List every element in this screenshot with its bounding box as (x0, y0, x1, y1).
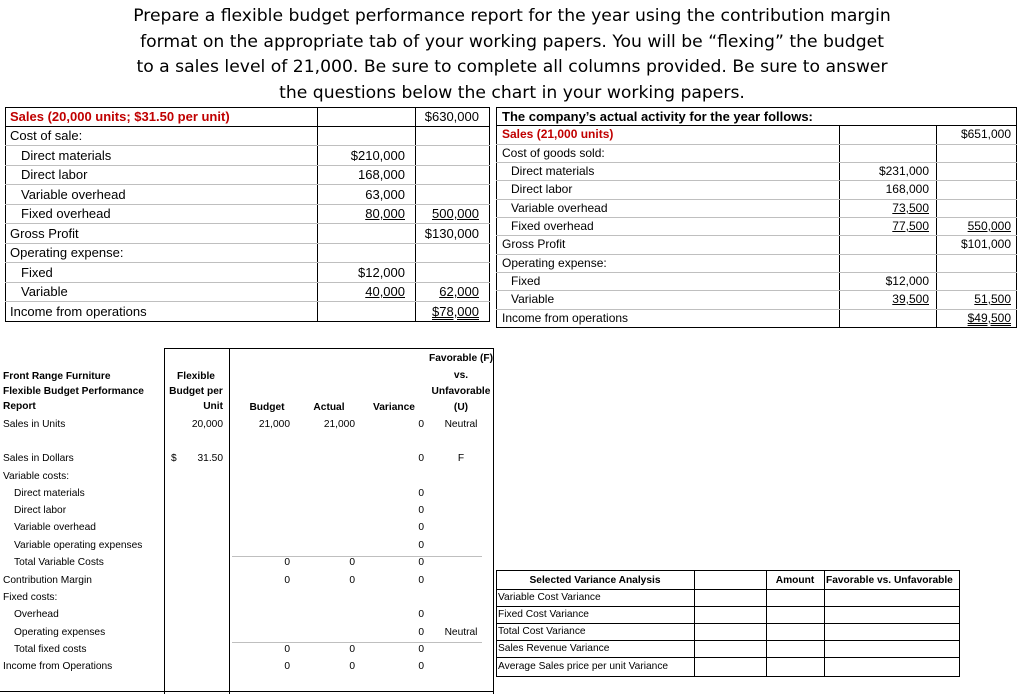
actual-income-label: Income from operations (502, 311, 629, 325)
actual-fixed-value: $12,000 (885, 274, 929, 288)
budget-gross-profit-value: $130,000 (424, 226, 479, 241)
col-fav-3: Unfavorable (431, 386, 491, 397)
overhead-variance: 0 (418, 609, 424, 620)
row-income-operations: Income from Operations (3, 661, 113, 672)
analysis-fav-header: Favorable vs. Unfavorable (826, 575, 953, 586)
budget-fixed-value: $12,000 (358, 265, 405, 280)
instructions-line-4: the questions below the chart in your working papers. (279, 82, 745, 103)
contribution-budget: 0 (284, 575, 290, 586)
budget-direct-labor-value: 168,000 (358, 167, 405, 182)
instructions-text (0, 4, 1024, 106)
actual-cogs-label: Cost of goods sold: (502, 146, 605, 160)
col-budget: Budget (249, 402, 285, 413)
analysis-row-variable-cost: Variable Cost Variance (498, 592, 601, 603)
total-variable-actual: 0 (349, 557, 355, 568)
actual-fixed-overhead-label: Fixed overhead (511, 219, 594, 233)
row-contribution-margin: Contribution Margin (3, 575, 92, 586)
total-fixed-actual: 0 (349, 644, 355, 655)
actual-fixed-overhead-value: 77,500 (892, 219, 929, 233)
analysis-row-sales-revenue: Sales Revenue Variance (498, 643, 610, 654)
income-variance: 0 (418, 661, 424, 672)
actual-sales-value: $651,000 (960, 127, 1011, 141)
sales-dollars-variance: 0 (418, 453, 424, 464)
total-fixed-variance: 0 (418, 644, 424, 655)
sales-units-actual: 21,000 (323, 419, 355, 430)
col-fav-4: (U) (453, 402, 469, 413)
total-variable-variance: 0 (418, 557, 424, 568)
analysis-row-avg-price: Average Sales price per unit Variance (498, 661, 669, 672)
budget-direct-materials-value: $210,000 (350, 148, 405, 163)
sales-units-fav: Neutral (444, 419, 478, 430)
row-variable-costs: Variable costs: (3, 471, 70, 482)
operating-expenses-fav: Neutral (444, 627, 478, 638)
budget-gross-profit-label: Gross Profit (10, 226, 79, 241)
row-sales-dollars: Sales in Dollars (3, 453, 74, 464)
instructions-line-1: Prepare a flexible budget performance report for the year using the contribution margin (133, 6, 891, 26)
budget-income-label: Income from operations (10, 304, 147, 319)
actual-header: The company’s actual activity for the year follows: (502, 109, 813, 124)
budget-fixed-label: Fixed (21, 265, 53, 280)
actual-variable-overhead-value: 73,500 (892, 201, 929, 215)
col-flex-1: Flexible (177, 371, 215, 382)
actual-direct-materials-label: Direct materials (511, 164, 595, 178)
actual-gross-profit-label: Gross Profit (502, 237, 566, 251)
row-variable-opex: Variable operating expenses (14, 540, 143, 551)
actual-income-value: $49,500 (967, 311, 1011, 325)
report-grid (0, 348, 496, 694)
budget-sales-value: $630,000 (424, 109, 479, 124)
actual-operating-expense-label: Operating expense: (502, 256, 607, 270)
contribution-actual: 0 (349, 575, 355, 586)
budget-sales-label: Sales (20,000 units; $31.50 per unit) (10, 109, 230, 124)
actual-total-opex-value: 51,500 (974, 292, 1011, 306)
col-flex-2: Budget per (169, 386, 223, 397)
actual-sales-label: Sales (21,000 units) (502, 127, 614, 141)
report-title-3: Report (3, 401, 36, 412)
row-direct-materials: Direct materials (14, 488, 85, 499)
row-variable-overhead: Variable overhead (14, 522, 96, 533)
budget-income-value: $78,000 (432, 304, 479, 319)
actual-direct-labor-label: Direct labor (511, 182, 573, 196)
budget-cost-of-sale-label: Cost of sale: (10, 128, 83, 143)
total-variable-budget: 0 (284, 557, 290, 568)
budget-total-opex-value: 62,000 (439, 284, 479, 299)
row-operating-expenses: Operating expenses (14, 627, 106, 638)
income-actual: 0 (349, 661, 355, 672)
total-fixed-budget: 0 (284, 644, 290, 655)
budget-variable-overhead-label: Variable overhead (21, 187, 126, 202)
sales-dollars-flex: 31.50 (197, 453, 223, 464)
instructions-line-3: to a sales level of 21,000. Be sure to complete all columns provided. Be sure to answer (136, 57, 888, 77)
direct-labor-variance: 0 (418, 505, 424, 516)
actual-variable-label: Variable (511, 292, 555, 306)
actual-variable-overhead-label: Variable overhead (511, 201, 608, 215)
row-overhead: Overhead (14, 609, 59, 620)
actual-variable-value: 39,500 (892, 292, 929, 306)
row-total-fixed: Total fixed costs (14, 644, 87, 655)
contribution-variance: 0 (418, 575, 424, 586)
budget-fixed-overhead-label: Fixed overhead (21, 206, 111, 221)
actual-fixed-label: Fixed (511, 274, 541, 288)
analysis-row-total-cost: Total Cost Variance (498, 626, 586, 637)
col-flex-3: Unit (203, 401, 223, 412)
sales-dollars-fav: F (457, 453, 465, 464)
row-direct-labor: Direct labor (14, 505, 67, 516)
analysis-row-fixed-cost: Fixed Cost Variance (498, 609, 589, 620)
actual-gross-profit-value: $101,000 (960, 237, 1011, 251)
col-variance: Variance (373, 402, 415, 413)
report-title-1: Front Range Furniture (3, 371, 111, 382)
actual-total-cost-value: 550,000 (967, 219, 1011, 233)
col-fav-2: vs. (453, 370, 469, 381)
row-fixed-costs: Fixed costs: (3, 592, 58, 603)
sales-dollars-sign: $ (171, 453, 177, 464)
col-fav-1: Favorable (F) (429, 353, 493, 364)
budget-variable-overhead-value: 63,000 (365, 187, 405, 202)
budget-variable-value: 40,000 (365, 284, 405, 299)
operating-expenses-variance: 0 (418, 627, 424, 638)
budget-fixed-overhead-value: 80,000 (365, 206, 405, 221)
report-title-2: Flexible Budget Performance (3, 386, 144, 397)
row-total-variable: Total Variable Costs (14, 557, 104, 568)
budget-direct-labor-label: Direct labor (21, 167, 88, 182)
actual-direct-labor-value: 168,000 (885, 182, 929, 196)
budget-operating-expense-label: Operating expense: (10, 245, 124, 260)
income-budget: 0 (284, 661, 290, 672)
analysis-header: Selected Variance Analysis (529, 575, 661, 586)
sales-units-variance: 0 (418, 419, 424, 430)
budget-variable-label: Variable (21, 284, 68, 299)
variable-overhead-variance: 0 (418, 522, 424, 533)
sales-units-flex: 20,000 (191, 419, 223, 430)
direct-materials-variance: 0 (418, 488, 424, 499)
sales-units-budget: 21,000 (258, 419, 290, 430)
variable-opex-variance: 0 (418, 540, 424, 551)
analysis-amount-header: Amount (775, 575, 815, 586)
budget-total-cost-value: 500,000 (432, 206, 479, 221)
row-sales-units: Sales in Units (3, 419, 66, 430)
actual-direct-materials-value: $231,000 (878, 164, 929, 178)
budget-direct-materials-label: Direct materials (21, 148, 112, 163)
col-actual: Actual (313, 402, 345, 413)
instructions-line-2: format on the appropriate tab of your working papers. You will be “flexing” the budget (140, 31, 884, 52)
